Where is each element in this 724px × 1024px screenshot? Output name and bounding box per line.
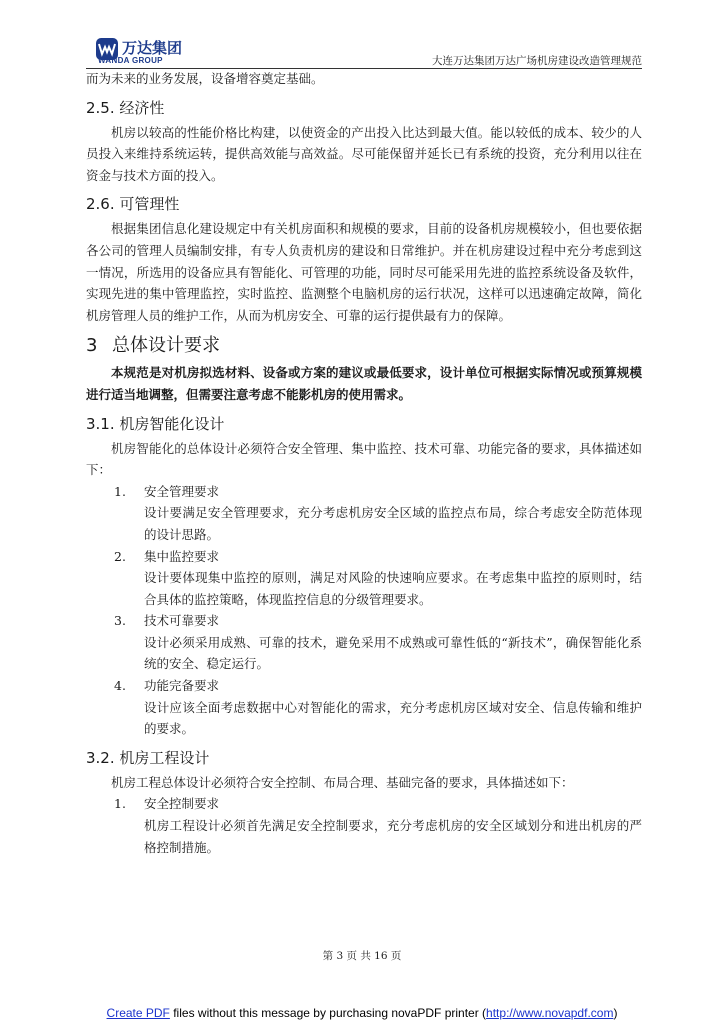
list-item-desc: 设计要体现集中监控的原则，满足对风险的快速响应要求。在考虑集中监控的原则时，结合具体的监控策略，体现监控信息的分级管理要求。 [144,570,642,607]
novapdf-notice [0,1006,724,1020]
create-pdf-link[interactable]: Create PDF [106,1006,170,1020]
heading-3-2: 3.2. 机房工程设计 [86,748,210,767]
document-title: 大连万达集团万达广场机房建设改造管理规范 [432,55,642,67]
list-item [86,610,642,675]
page-header [86,34,642,69]
list-item-number: 1. [114,483,126,499]
list-item [86,481,642,546]
heading-2-5: 2.5. 经济性 [86,98,165,117]
continuation-line: 而为未来的业务发展，设备增容奠定基础。 [86,71,324,86]
notice-end: ) [613,1006,618,1020]
list-item-title: 安全控制要求 [144,796,220,812]
heading-2-6: 2.6. 可管理性 [86,195,180,214]
heading-3-title: 总体设计要求 [112,335,220,357]
list-item-desc: 机房工程设计必须首先满足安全控制要求，充分考虑机房的安全区域划分和进出机房的严格控制措施。 [144,818,642,855]
heading-3-number: 3 [86,335,98,357]
list-item-title: 安全管理要求 [144,483,220,499]
list-item [86,546,642,611]
logo-text-cn: 万达集团 [122,39,183,57]
list-item-number: 3. [114,613,126,629]
heading-3 [86,334,642,358]
page-number: 第 3 页 共 16 页 [322,950,402,962]
list-item-title: 技术可靠要求 [144,613,220,629]
list-item-number: 4. [114,678,126,694]
logo-text-en: WANDA GROUP [98,56,163,65]
list-item-desc: 设计必须采用成熟、可靠的技术，避免采用不成熟或可靠性低的“新技术”，确保智能化系统的安全、稳定运行。 [144,634,642,672]
novapdf-url-link[interactable]: http://www.novapdf.com [486,1006,614,1020]
list-item-desc: 设计要满足安全管理要求，充分考虑机房安全区域的监控点布局，综合考虑安全防范体现的设计思路。 [144,505,642,542]
list-item-desc: 设计应该全面考虑数据中心对智能化的需求，充分考虑机房区域对安全、信息传输和维护的要求。 [144,699,642,737]
list-item-number: 2. [114,548,126,564]
paragraph-2-5: 机房以较高的性能价格比构建，以使资金的产出投入比达到最大值。能以较低的成本、较少的人员投入来维持系统运转，提供高效能与高效益。尽可能保留并延长已有系统的投资，充分利用以往在资金与技术方面的投入。 [86,124,642,183]
paragraph-2-6: 根据集团信息化建设规定中有关机房面积和规模的要求，目前的设备机房规模较小，但也要依据各公司的管理人员编制安排，有专人负责机房的建设和日常维护。并在机房建设过程中充分考虑到这一情况，所选用的设备应具有智能化、可管理的功能，同时尽可能采用先进的监控系统设备及软件，实现先进的集中管理监控，实时监控、监测整个电脑机房的运行状况，这样可以迅速确定故障，简化机房管理人员的维护工作，从而为机房安全、可靠的运行提供最有力的保障。 [86,221,642,323]
bold-notice-paragraph: 本规范是对机房拟选材料、设备或方案的建议或最低要求，设计单位可根据实际情况或预算规模进行适当地调整，但需要注意考虑不能影机房的使用需求。 [86,365,642,402]
list-item-title: 功能完备要求 [144,678,220,694]
paragraph-3-1-intro: 机房智能化的总体设计必须符合安全管理、集中监控、技术可靠、功能完备的要求，具体描述如下： [86,440,642,478]
list-item [86,793,642,858]
notice-text: files without this message by purchasing novaPDF printer ( [169,1006,487,1020]
list-item-title: 集中监控要求 [144,548,220,564]
list-item [86,675,642,740]
page-body [86,68,642,858]
paragraph-3-2-intro: 机房工程总体设计必须符合安全控制、布局合理、基础完备的要求，具体描述如下： [111,774,574,790]
list-item-number: 1. [114,796,126,812]
heading-3-1: 3.1. 机房智能化设计 [86,414,225,433]
